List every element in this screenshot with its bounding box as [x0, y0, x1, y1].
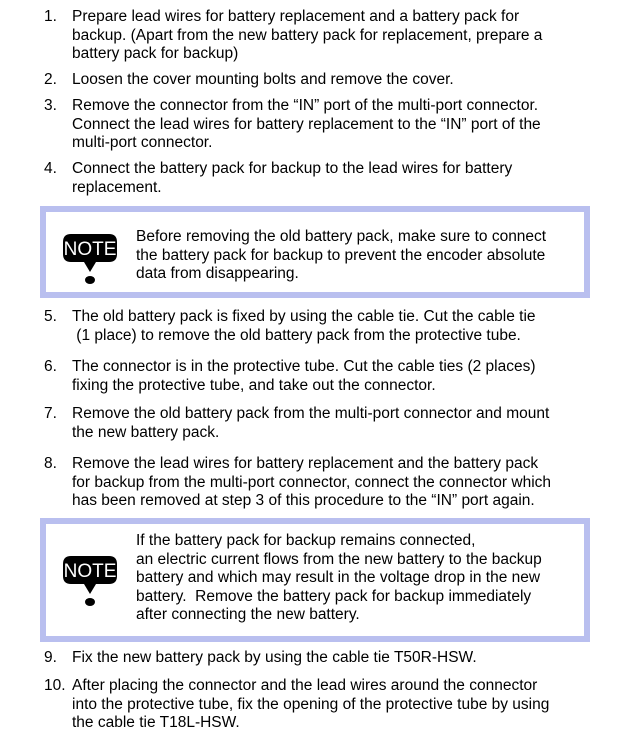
note-box — [40, 206, 590, 298]
step-number: 7. — [44, 405, 57, 422]
note-line: after connecting the new battery. — [136, 606, 360, 623]
step-number: 1. — [44, 8, 57, 25]
step-line: multi-port connector. — [72, 134, 213, 151]
note-icon — [56, 232, 124, 287]
step-line: fixing the protective tube, and take out the connector. — [72, 376, 436, 394]
step-text — [72, 160, 608, 197]
step-line: Remove the old battery pack from the multi-port connector and mount — [72, 405, 550, 422]
step-text — [72, 8, 608, 64]
step-line: Loosen the cover mounting bolts and remove the cover. — [72, 71, 454, 88]
step-line: Connect the lead wires for battery replacement to the “IN” port of the — [72, 115, 541, 133]
note-box — [40, 518, 590, 642]
note-line: an electric current flows from the new battery to the backup — [136, 550, 542, 568]
note-line: data from disappearing. — [136, 265, 299, 282]
step-number: 9. — [44, 649, 57, 666]
step-line: has been removed at step 3 of this procedure to the “IN” port again. — [72, 492, 535, 509]
note-line: battery. Remove the battery pack for backup immediately — [136, 587, 532, 605]
note-line: battery and which may result in the voltage drop in the new — [136, 569, 541, 586]
step-line: Connect the battery pack for backup to the lead wires for battery — [72, 160, 513, 177]
step-line: Remove the connector from the “IN” port of the multi-port connector. — [72, 97, 539, 114]
step-number: 10. — [44, 677, 66, 694]
step-line: battery pack for backup) — [72, 45, 239, 62]
step-number: 8. — [44, 455, 57, 472]
step-text — [72, 358, 608, 395]
step-line: Prepare lead wires for battery replacement and a battery pack for — [72, 8, 520, 25]
step-number: 3. — [44, 97, 57, 114]
step-text — [72, 308, 608, 345]
step-line: the new battery pack. — [72, 423, 220, 441]
step-line: backup. (Apart from the new battery pack for replacement, prepare a — [72, 26, 543, 44]
note-label: NOTE — [63, 561, 117, 582]
note-line: If the battery pack for backup remains connected, — [136, 532, 476, 549]
step-line: The connector is in the protective tube. Cut the cable ties (2 places) — [72, 358, 536, 375]
step-number: 5. — [44, 308, 57, 325]
step-line: Fix the new battery pack by using the cable tie T50R-HSW. — [72, 649, 477, 666]
step-number: 6. — [44, 358, 57, 375]
note-line: Before removing the old battery pack, make sure to connect — [136, 228, 547, 245]
step-line: for backup from the multi-port connector, connect the connector which — [72, 473, 552, 491]
step-text — [72, 649, 608, 668]
step-line: (1 place) to remove the old battery pack from the protective tube. — [72, 326, 521, 344]
step-text — [72, 455, 608, 511]
step-number: 2. — [44, 71, 57, 88]
step-text — [72, 405, 608, 442]
step-line: After placing the connector and the lead wires around the connector — [72, 677, 538, 694]
note-icon — [56, 554, 124, 609]
step-line: the cable tie T18L-HSW. — [72, 714, 240, 731]
step-text — [72, 97, 608, 153]
step-line: replacement. — [72, 178, 162, 196]
note-line: the battery pack for backup to prevent the encoder absolute — [136, 246, 546, 264]
note-text — [136, 532, 542, 625]
step-line: into the protective tube, fix the opening of the protective tube by using — [72, 695, 550, 713]
note-label: NOTE — [63, 239, 117, 260]
step-line: Remove the lead wires for battery replacement and the battery pack — [72, 455, 539, 472]
step-text — [72, 677, 608, 733]
step-line: The old battery pack is fixed by using the cable tie. Cut the cable tie — [72, 308, 536, 325]
note-text — [136, 228, 546, 284]
step-number: 4. — [44, 160, 57, 177]
step-text — [72, 71, 608, 90]
